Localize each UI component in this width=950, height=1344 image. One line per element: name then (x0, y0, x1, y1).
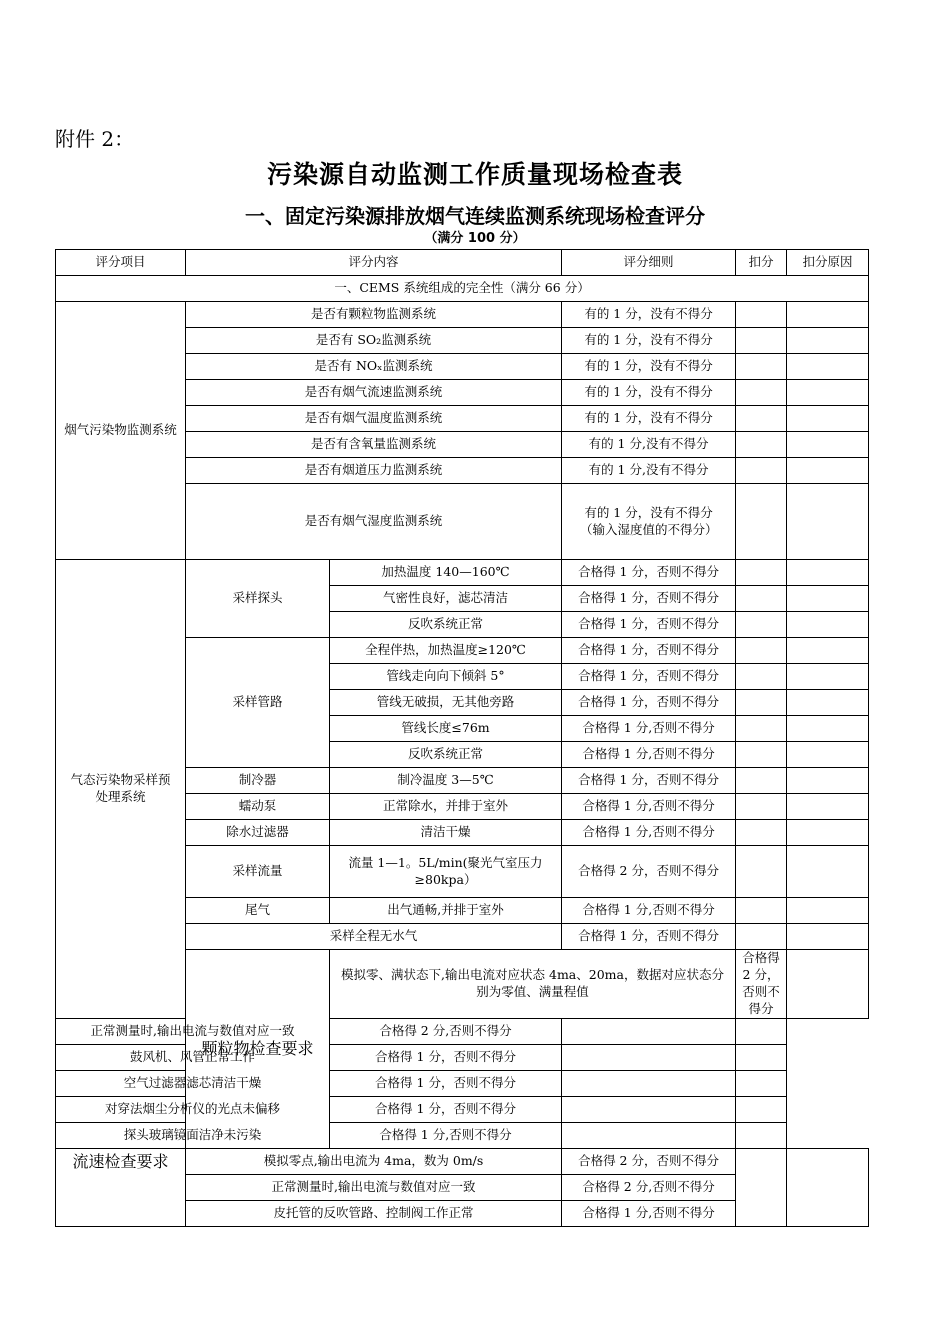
reason-cell[interactable] (787, 768, 869, 794)
reason-cell[interactable] (736, 1070, 787, 1096)
rule-cell: 合格得 1 分，否则不得分 (330, 1096, 562, 1122)
deduct-cell[interactable] (562, 1070, 736, 1096)
deduct-cell[interactable] (736, 354, 787, 380)
reason-cell[interactable] (736, 1096, 787, 1122)
content-cell: 是否有烟气湿度监测系统 (186, 484, 562, 560)
rule-cell: 有的 1 分，没有不得分 (562, 380, 736, 406)
reason-cell[interactable] (787, 846, 869, 898)
reason-cell[interactable] (736, 1018, 787, 1044)
reason-cell[interactable] (787, 354, 869, 380)
content-cell: 是否有 NOₓ监测系统 (186, 354, 562, 380)
deduct-cell[interactable] (562, 1096, 736, 1122)
reason-cell[interactable] (787, 484, 869, 560)
reason-cell[interactable] (736, 1122, 787, 1148)
rule-cell: 合格得 1 分,否则不得分 (562, 742, 736, 768)
reason-cell[interactable] (787, 302, 869, 328)
reason-cell[interactable] (787, 924, 869, 950)
rule-cell: 有的 1 分，没有不得分 (562, 302, 736, 328)
deduct-cell[interactable] (736, 690, 787, 716)
content-cell: 全程伴热，加热温度≥120℃ (330, 638, 562, 664)
reason-cell[interactable] (787, 612, 869, 638)
rule-cell: 合格得 1 分，否则不得分 (562, 690, 736, 716)
content-cell: 皮托管的反吹管路、控制阀工作正常 (186, 1200, 562, 1226)
rule-cell: 合格得 1 分，否则不得分 (562, 638, 736, 664)
rule-cell: 合格得 1 分,否则不得分 (330, 1122, 562, 1148)
deduct-cell[interactable] (736, 560, 787, 586)
rule-cell: 合格得 1 分，否则不得分 (562, 612, 736, 638)
deduct-cell[interactable] (736, 664, 787, 690)
content-cell: 空气过滤器滤芯清洁干燥 (56, 1070, 330, 1096)
content-cell: 流量 1—1。5L/min(聚光气室压力≥80kpa） (330, 846, 562, 898)
content-cell: 加热温度 140—160℃ (330, 560, 562, 586)
page-subtitle: 一、固定污染源排放烟气连续监测系统现场检查评分 (245, 204, 705, 228)
rule-cell: 合格得 1 分，否则不得分 (562, 664, 736, 690)
rule-cell: 合格得 1 分，否则不得分 (330, 1070, 562, 1096)
subgroup-label: 采样探头 (186, 560, 330, 638)
deduct-cell[interactable] (736, 742, 787, 768)
table-row (56, 1148, 869, 1174)
reason-cell[interactable] (787, 1148, 869, 1226)
rule-cell: 有的 1 分,没有不得分 (562, 432, 736, 458)
content-cell: 反吹系统正常 (330, 742, 562, 768)
rule-cell: 合格得 1 分，否则不得分 (330, 1044, 562, 1070)
reason-cell[interactable] (787, 690, 869, 716)
content-cell: 对穿法烟尘分析仪的光点未偏移 (56, 1096, 330, 1122)
reason-cell[interactable] (787, 664, 869, 690)
content-cell: 管线走向向下倾斜 5° (330, 664, 562, 690)
table-row (56, 1044, 869, 1070)
rule-cell: 合格得 1 分，否则不得分 (562, 768, 736, 794)
deduct-cell[interactable] (736, 586, 787, 612)
content-cell: 是否有颗粒物监测系统 (186, 302, 562, 328)
section-row (56, 276, 869, 302)
deduct-cell[interactable] (562, 1122, 736, 1148)
rule-cell: 合格得 1 分,否则不得分 (562, 1200, 736, 1226)
rule-cell: 有的 1 分,没有不得分 (562, 458, 736, 484)
rule-cell: 合格得 1 分,否则不得分 (562, 898, 736, 924)
content-cell: 模拟零点,输出电流为 4ma，数为 0m/s (186, 1148, 562, 1174)
page-title: 污染源自动监测工作质量现场检查表 (266, 160, 683, 189)
table-row (56, 302, 869, 328)
deduct-cell[interactable] (736, 406, 787, 432)
reason-cell[interactable] (787, 560, 869, 586)
col-header: 评分内容 (186, 250, 562, 276)
col-header: 扣分原因 (787, 250, 869, 276)
deduct-cell[interactable] (736, 846, 787, 898)
rule-cell: 合格得 1 分，否则不得分 (562, 924, 736, 950)
deduct-cell[interactable] (736, 432, 787, 458)
rule-cell: 合格得 1 分,否则不得分 (562, 716, 736, 742)
content-cell: 是否有含氧量监测系统 (186, 432, 562, 458)
reason-cell[interactable] (787, 380, 869, 406)
content-cell: 制冷温度 3—5℃ (330, 768, 562, 794)
reason-cell[interactable] (787, 432, 869, 458)
rule-cell: 合格得 2 分，否则不得分 (562, 1148, 736, 1174)
rule-cell: 有的 1 分，没有不得分 (562, 406, 736, 432)
reason-cell[interactable] (787, 716, 869, 742)
content-cell: 是否有 SO₂监测系统 (186, 328, 562, 354)
group-label: 气态污染物采样预处理系统 (56, 560, 186, 1019)
content-cell: 清洁干燥 (330, 820, 562, 846)
deduct-cell[interactable] (736, 1148, 787, 1226)
deduct-cell[interactable] (787, 950, 869, 1019)
col-header: 评分项目 (56, 250, 186, 276)
reason-cell[interactable] (787, 458, 869, 484)
rule-cell: 合格得 1 分，否则不得分 (562, 586, 736, 612)
content-cell: 气密性良好，滤芯清洁 (330, 586, 562, 612)
deduct-cell[interactable] (736, 328, 787, 354)
content-cell: 探头玻璃镜面洁净未污染 (56, 1122, 330, 1148)
deduct-cell[interactable] (736, 768, 787, 794)
rule-cell: 合格得 2 分,否则不得分 (330, 1018, 562, 1044)
reason-cell[interactable] (787, 742, 869, 768)
content-cell: 正常测量时,输出电流与数值对应一致 (56, 1018, 330, 1044)
rule-cell: 合格得 2 分,否则不得分 (562, 1174, 736, 1200)
deduct-cell[interactable] (562, 1018, 736, 1044)
deduct-cell[interactable] (736, 638, 787, 664)
group-label: 颗粒物检查要求 (186, 950, 330, 1149)
reason-cell[interactable] (787, 794, 869, 820)
reason-cell[interactable] (787, 586, 869, 612)
deduct-cell[interactable] (736, 898, 787, 924)
deduct-cell[interactable] (736, 458, 787, 484)
deduct-cell[interactable] (736, 820, 787, 846)
rule-cell: 合格得 1 分,否则不得分 (562, 820, 736, 846)
content-cell: 采样全程无水气 (186, 924, 562, 950)
table-row (56, 1018, 869, 1044)
inspection-table (55, 249, 869, 1227)
content-cell: 鼓风机、风管正常工作 (56, 1044, 330, 1070)
deduct-cell[interactable] (736, 484, 787, 560)
content-cell: 模拟零、满状态下,输出电流对应状态 4ma、20ma，数据对应状态分别为零值、满量程值 (330, 950, 736, 1019)
deduct-cell[interactable] (736, 612, 787, 638)
subgroup-label: 采样管路 (186, 638, 330, 768)
deduct-cell[interactable] (736, 924, 787, 950)
subgroup-label: 除水过滤器 (186, 820, 330, 846)
subgroup-label: 制冷器 (186, 768, 330, 794)
content-cell: 正常测量时,输出电流与数值对应一致 (186, 1174, 562, 1200)
rule-cell: 合格得 2 分，否则不得分 (736, 950, 787, 1019)
reason-cell[interactable] (736, 1044, 787, 1070)
reason-cell[interactable] (787, 328, 869, 354)
rule-cell: 合格得 1 分,否则不得分 (562, 794, 736, 820)
reason-cell[interactable] (787, 638, 869, 664)
content-cell: 反吹系统正常 (330, 612, 562, 638)
section-title: 一、CEMS 系统组成的完全性（满分 66 分） (56, 276, 869, 302)
content-cell: 是否有烟气流速监测系统 (186, 380, 562, 406)
reason-cell[interactable] (787, 820, 869, 846)
rule-cell: 合格得 2 分，否则不得分 (562, 846, 736, 898)
table-row (56, 1122, 869, 1148)
content-cell: 管线长度≤76m (330, 716, 562, 742)
deduct-cell[interactable] (736, 302, 787, 328)
rule-cell: 合格得 1 分，否则不得分 (562, 560, 736, 586)
subgroup-label: 尾气 (186, 898, 330, 924)
deduct-cell[interactable] (736, 716, 787, 742)
rule-cell: 有的 1 分，没有不得分 (562, 354, 736, 380)
table-row (56, 560, 869, 586)
content-cell: 是否有烟气温度监测系统 (186, 406, 562, 432)
content-cell: 管线无破损，无其他旁路 (330, 690, 562, 716)
reason-cell[interactable] (787, 406, 869, 432)
deduct-cell[interactable] (736, 380, 787, 406)
col-header: 评分细则 (562, 250, 736, 276)
table-row (56, 1070, 869, 1096)
group-label: 烟气污染物监测系统 (56, 302, 186, 560)
group-label: 流速检查要求 (56, 1148, 186, 1226)
col-header: 扣分 (736, 250, 787, 276)
subgroup-label: 蠕动泵 (186, 794, 330, 820)
table-row (56, 1096, 869, 1122)
content-cell: 正常除水，并排于室外 (330, 794, 562, 820)
full-score-note: （满分 100 分） (424, 231, 526, 246)
content-cell: 是否有烟道压力监测系统 (186, 458, 562, 484)
table-header-row (56, 250, 869, 276)
deduct-cell[interactable] (562, 1044, 736, 1070)
subgroup-label: 采样流量 (186, 846, 330, 898)
deduct-cell[interactable] (736, 794, 787, 820)
reason-cell[interactable] (787, 898, 869, 924)
rule-cell: 有的 1 分，没有不得分（输入湿度值的不得分） (562, 484, 736, 560)
rule-cell: 有的 1 分，没有不得分 (562, 328, 736, 354)
attachment-label: 附件 2： (55, 127, 135, 151)
content-cell: 出气通畅,并排于室外 (330, 898, 562, 924)
